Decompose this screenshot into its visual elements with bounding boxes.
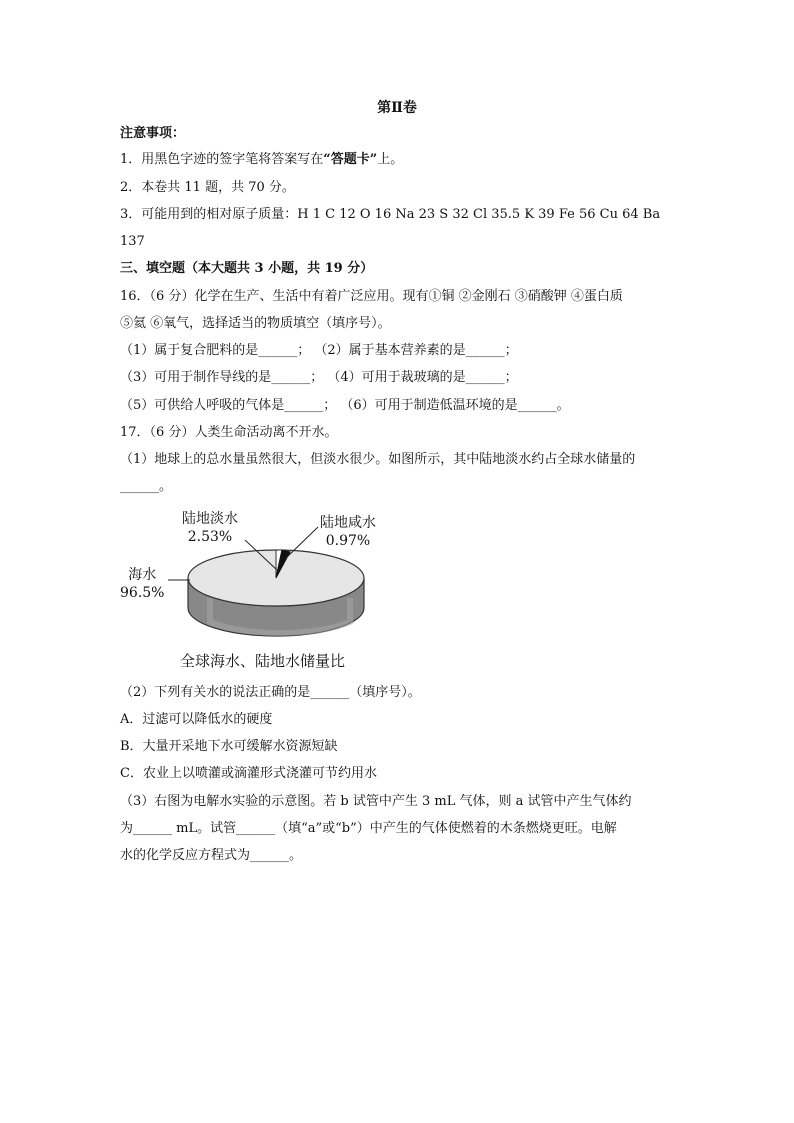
note-1 xyxy=(120,150,403,170)
label-salt-water-value: 0.97% xyxy=(325,533,371,549)
label-seawater-value: 96.5% xyxy=(120,585,165,601)
q17-part1-line2: ______。 xyxy=(120,479,173,494)
q16-row-3: （5）可供给人呼吸的气体是______； （6）可用于制造低温环境的是______。 xyxy=(120,398,570,413)
q17-part2: （2）下列有关水的说法正确的是______（填序号）。 xyxy=(120,685,421,700)
notes-heading: 注意事项： xyxy=(120,126,186,141)
q17-option-c: C．农业上以喷灌或滴灌形式浇灌可节约用水 xyxy=(120,766,377,781)
note-3-cont: 137 xyxy=(120,234,145,249)
label-salt-water xyxy=(320,514,376,550)
q17-part3-line3: 水的化学反应方程式为______。 xyxy=(120,848,303,863)
q17-part3-line2: 为______ mL。试管______（填“a”或“b”）中产生的气体使燃着的木条燃烧更旺。电解 xyxy=(120,821,617,836)
q17-option-b: B．大量开采地下水可缓解水资源短缺 xyxy=(120,739,338,754)
note-1-suffix: 上。 xyxy=(377,152,404,167)
q16-stem-2: ⑤氦 ⑥氧气，选择适当的物质填空（填序号）。 xyxy=(120,316,391,331)
q17-part3-line1: （3）右图为电解水实验的示意图。若 b 试管中产生 3 mL 气体，则 a 试管中产生气体约 xyxy=(120,794,632,809)
q16-row-2: （3）可用于制作导线的是______； （4）可用于裁玻璃的是______； xyxy=(120,370,518,385)
q16-stem-1: 16．（6 分）化学在生产、生活中有着广泛应用。现有①铜 ②金刚石 ③硝酸钾 ④蛋白质 xyxy=(120,289,623,304)
label-seawater-name: 海水 xyxy=(128,567,157,583)
note-1-prefix: 1．用黑色字迹的签字笔将答案写在 xyxy=(120,152,324,167)
label-seawater xyxy=(120,566,164,602)
q17-option-a: A．过滤可以降低水的硬度 xyxy=(120,712,273,727)
chart-title: 全球海水、陆地水储量比 xyxy=(180,652,346,670)
q17-stem: 17．（6 分）人类生命活动离不开水。 xyxy=(120,425,338,440)
note-2: 2．本卷共 11 题，共 70 分。 xyxy=(120,180,295,195)
water-pie-chart xyxy=(120,500,380,680)
section-title: 第Ⅱ卷 xyxy=(377,100,417,116)
q17-part1-line1: （1）地球上的总水量虽然很大，但淡水很少。如图所示，其中陆地淡水约占全球水储量的 xyxy=(120,452,636,467)
label-fresh-water-name: 陆地淡水 xyxy=(182,511,238,527)
note-3: 3．可能用到的相对原子质量：H 1 C 12 O 16 Na 23 S 32 Cl 35.5 K 39 Fe 56 Cu 64 Ba xyxy=(120,207,661,222)
part3-heading: 三、填空题（本大题共 3 小题，共 19 分） xyxy=(120,261,374,276)
label-fresh-water-value: 2.53% xyxy=(187,529,233,545)
note-1-answer-card: “答题卡” xyxy=(323,152,378,167)
label-salt-water-name: 陆地咸水 xyxy=(320,515,376,531)
q16-row-1: （1）属于复合肥料的是______； （2）属于基本营养素的是______； xyxy=(120,343,518,358)
label-fresh-water xyxy=(182,510,238,546)
